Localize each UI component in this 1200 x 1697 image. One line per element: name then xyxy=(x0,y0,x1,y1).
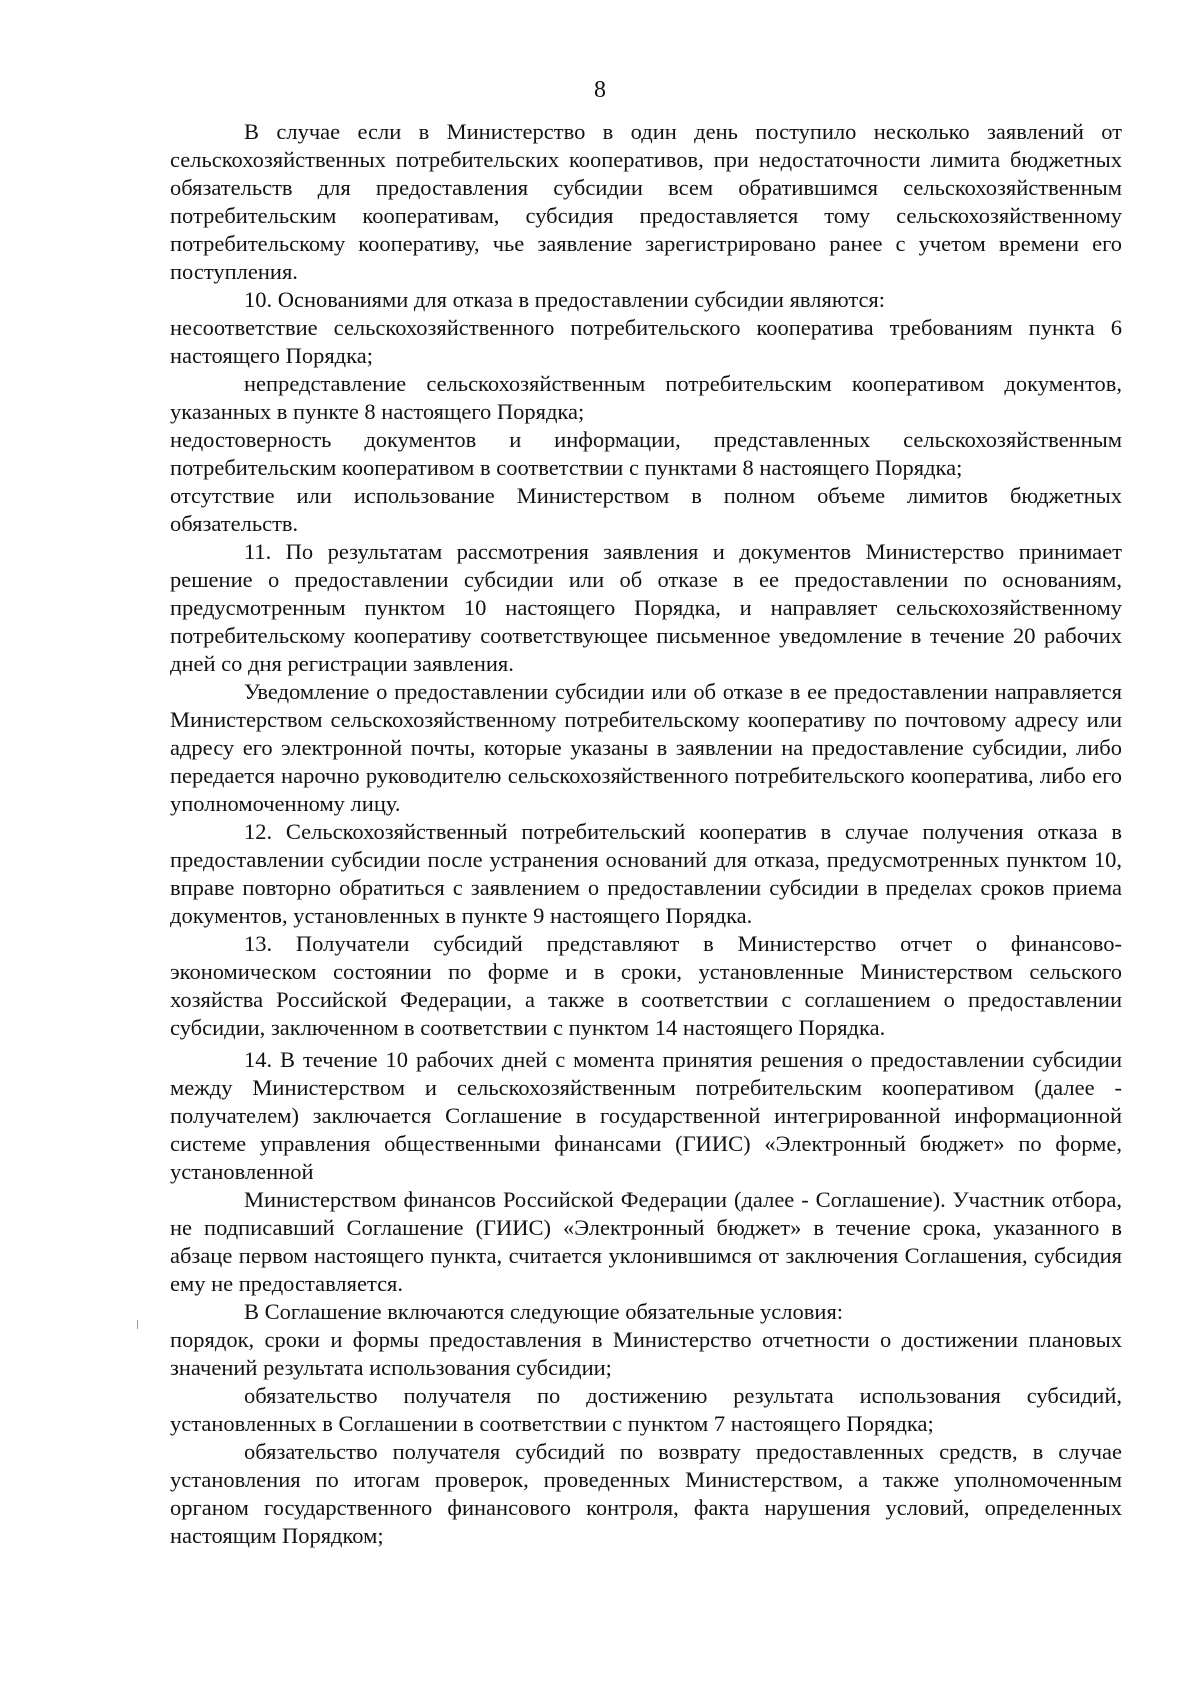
paragraph-10-refusal-grounds: 10. Основаниями для отказа в предоставлении субсидии являются: xyxy=(244,287,886,312)
list-item-refund-obligation: обязательство получателя субсидий по возврату предоставленных средств, в случае установления по итогам проверок, проведенных Министерством, а также уполномоченным органом государственного финансового контроля, факта нарушения условий, определенных настоящим Порядком; xyxy=(170,1439,1122,1548)
paragraph-single-day-applications: В случае если в Министерство в один день поступило несколько заявлений от сельскохозяйственных потребительских кооперативов, при недостаточности лимита бюджетных обязательств для предоставления субсидии всем обратившимся сельскохозяйственным потребительским кооперативам, субсидия предоставляется тому сельскохозяйственному потребительскому кооперативу, чье заявление зарегистрировано ранее с учетом времени его поступления. xyxy=(170,119,1122,284)
list-item-reporting-procedure: порядок, сроки и формы предоставления в Министерство отчетности о достижении плановых значений результата использования субсидии; xyxy=(170,1327,1122,1380)
paragraph-mandatory-conditions: В Соглашение включаются следующие обязательные условия: xyxy=(244,1299,844,1324)
document-body xyxy=(170,118,1122,1550)
list-item-budget-limits: отсутствие или использование Министерством в полном объеме лимитов бюджетных обязательств. xyxy=(170,483,1122,536)
paragraph-11-decision: 11. По результатам рассмотрения заявления и документов Министерство принимает решение о предоставлении субсидии или об отказе в ее предоставлении по основаниям, предусмотренным пунктом 10 настоящего Порядка, и направляет сельскохозяйственному потребительскому кооперативу соответствующее письменное уведомление в течение 20 рабочих дней со дня регистрации заявления. xyxy=(170,539,1122,676)
list-item-unreliable-documents: недостоверность документов и информации, представленных сельскохозяйственным потребительским кооперативом в соответствии с пунктами 8 настоящего Порядка; xyxy=(170,427,1122,480)
list-item-noncompliance: несоответствие сельскохозяйственного потребительского кооператива требованиям пункта 6 настоящего Порядка; xyxy=(170,315,1122,368)
page-number: 8 xyxy=(594,77,606,103)
paragraph-13-reporting: 13. Получатели субсидий представляют в Министерство отчет о финансово-экономическом состоянии по форме и в сроки, установленные Министерством сельского хозяйства Российской Федерации, а также в соответствии с соглашением о предоставлении субсидии, заключенном в соответствии с пунктом 14 настоящего Порядка. xyxy=(170,931,1122,1040)
paragraph-14-agreement: 14. В течение 10 рабочих дней с момента принятия решения о предоставлении субсидии между Министерством и сельскохозяйственным потребительским кооперативом (далее - получателем) заключается Соглашение в государственной интегрированной информационной системе управления общественными финансами (ГИИС) «Электронный бюджет» по форме, установленной xyxy=(170,1047,1122,1184)
paragraph-14-continuation: Министерством финансов Российской Федерации (далее - Соглашение). Участник отбора, не подписавший Соглашение (ГИИС) «Электронный бюджет» в течение срока, указанного в абзаце первом настоящего пункта, считается уклонившимся от заключения Соглашения, субсидия ему не предоставляется. xyxy=(170,1187,1122,1296)
list-item-nonsubmission: непредставление сельскохозяйственным потребительским кооперативом документов, указанных в пункте 8 настоящего Порядка; xyxy=(170,371,1122,424)
scan-artifact xyxy=(137,1320,138,1329)
paragraph-12-reapplication: 12. Сельскохозяйственный потребительский кооператив в случае получения отказа в предоставлении субсидии после устранения оснований для отказа, предусмотренных пунктом 10, вправе повторно обратиться с заявлением о предоставлении субсидии в пределах сроков приема документов, установленных в пункте 9 настоящего Порядка. xyxy=(170,819,1122,928)
list-item-result-obligation: обязательство получателя по достижению результата использования субсидий, установленных в Соглашении в соответствии с пунктом 7 настоящего Порядка; xyxy=(170,1383,1122,1436)
paragraph-notification: Уведомление о предоставлении субсидии или об отказе в ее предоставлении направляется Министерством сельскохозяйственному потребительскому кооперативу по почтовому адресу или адресу его электронной почты, которые указаны в заявлении на предоставление субсидии, либо передается нарочно руководителю сельскохозяйственного потребительского кооператива, либо его уполномоченному лицу. xyxy=(170,679,1122,816)
